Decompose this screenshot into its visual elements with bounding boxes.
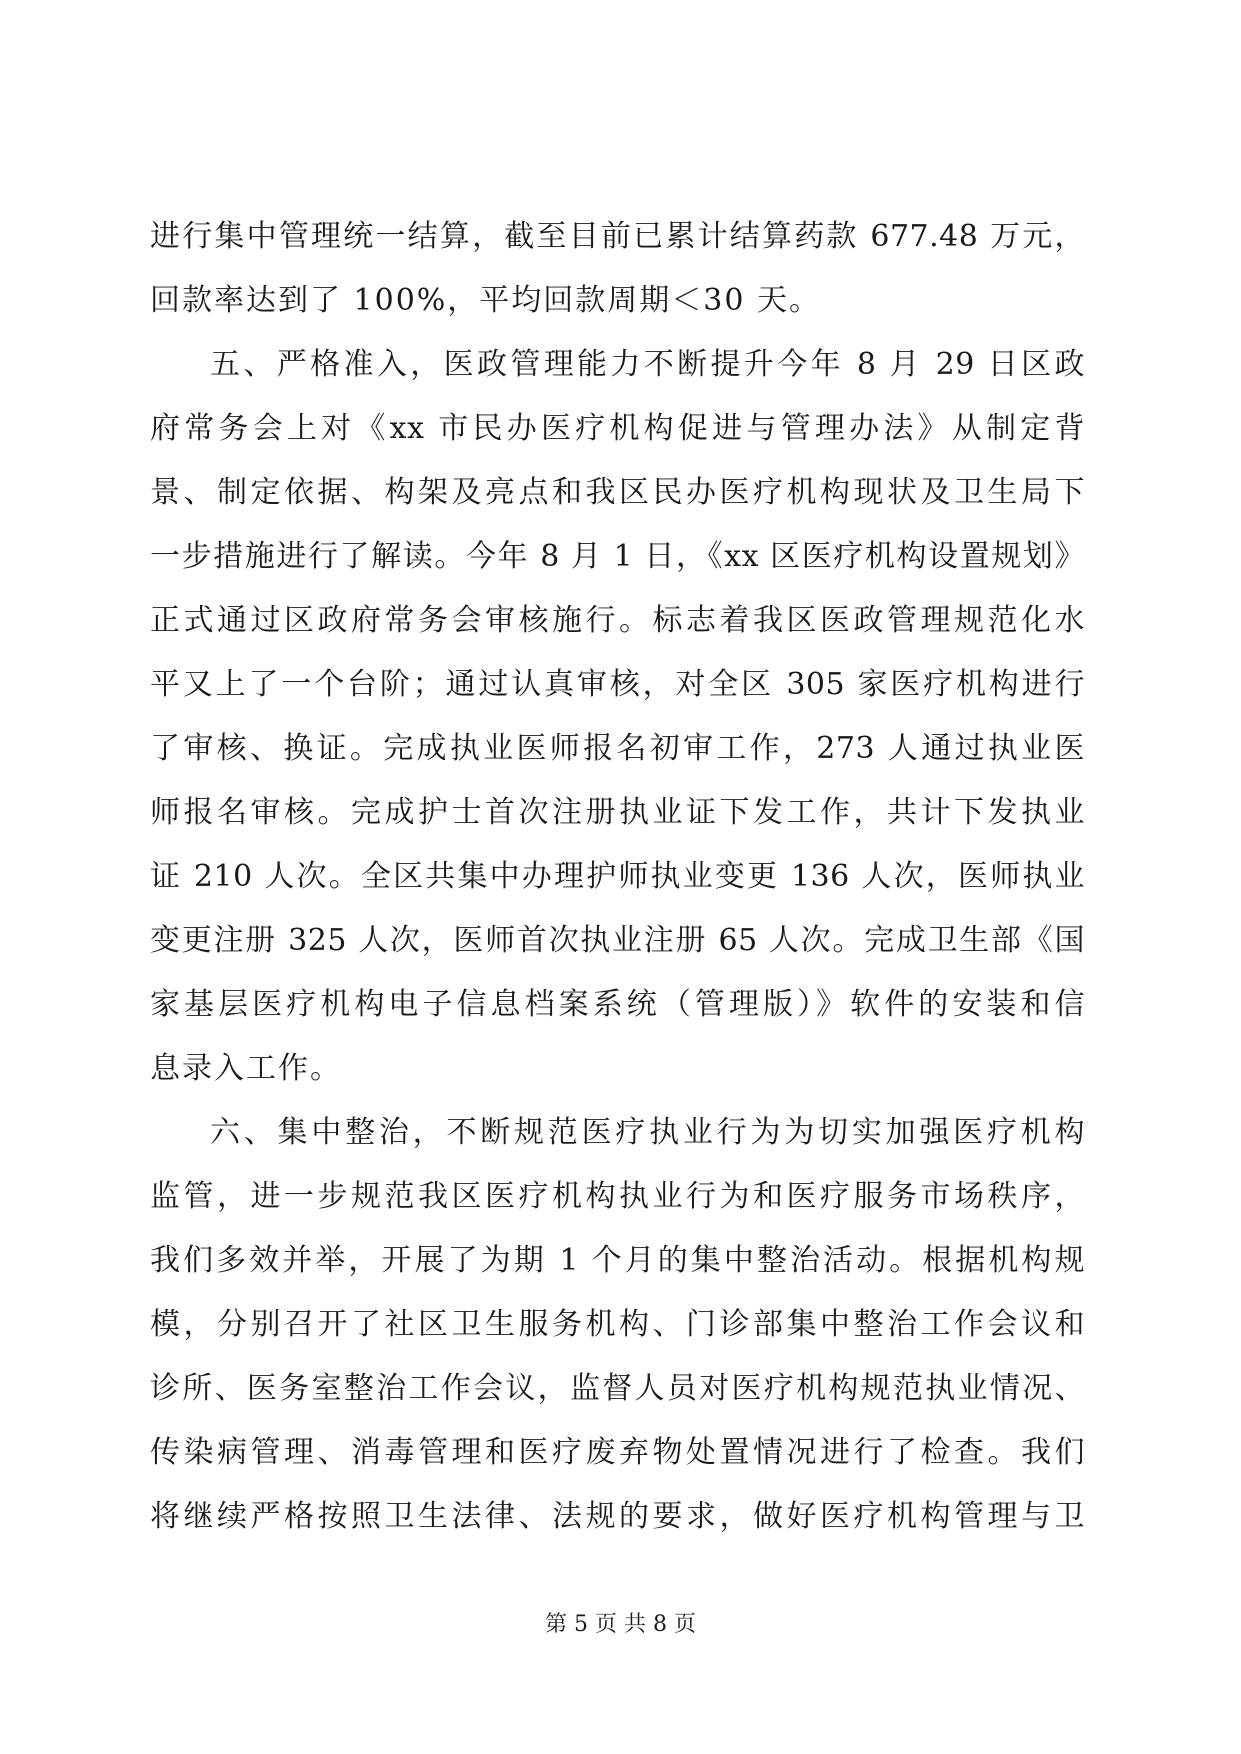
text-line: 平又上了一个台阶；通过认真审核，对全区 305 家医疗机构进行 [150, 667, 1085, 702]
section-heading-line: 五、严格准入，医政管理能力不断提升今年 8 月 29 日区政 [210, 347, 1085, 382]
text-line: 传染病管理、消毒管理和医疗废弃物处置情况进行了检查。我们 [150, 1435, 1085, 1470]
text-line: 府常务会上对《xx 市民办医疗机构促进与管理办法》从制定背 [150, 411, 1085, 446]
text-line: 师报名审核。完成护士首次注册执业证下发工作，共计下发执业 [150, 795, 1085, 830]
text-line: 将继续严格按照卫生法律、法规的要求，做好医疗机构管理与卫 [150, 1499, 1085, 1534]
text-line: 回款率达到了 100%，平均回款周期＜30 天。 [150, 283, 822, 318]
text-line: 变更注册 325 人次，医师首次执业注册 65 人次。完成卫生部《国 [150, 923, 1085, 958]
text-line: 一步措施进行了解读。今年 8 月 1 日，《xx 区医疗机构设置规划》 [150, 539, 1085, 574]
text-line: 进行集中管理统一结算，截至目前已累计结算药款 677.48 万元， [150, 219, 1085, 254]
text-line: 监管，进一步规范我区医疗机构执业行为和医疗服务市场秩序， [150, 1179, 1085, 1214]
text-line: 诊所、医务室整治工作会议，监督人员对医疗机构规范执业情况、 [150, 1371, 1085, 1406]
text-line: 家基层医疗机构电子信息档案系统（管理版）》软件的安装和信 [150, 987, 1085, 1022]
text-line: 正式通过区政府常务会审核施行。标志着我区医政管理规范化水 [150, 603, 1085, 638]
document-body [150, 205, 1085, 1549]
text-line: 我们多效并举，开展了为期 1 个月的集中整治活动。根据机构规 [150, 1243, 1085, 1278]
section-heading-line: 六、集中整治，不断规范医疗执业行为为切实加强医疗机构 [210, 1115, 1085, 1150]
text-line: 证 210 人次。全区共集中办理护师执业变更 136 人次，医师执业 [150, 859, 1085, 894]
text-line: 景、制定依据、构架及亮点和我区民办医疗机构现状及卫生局下 [150, 475, 1085, 510]
text-line: 模，分别召开了社区卫生服务机构、门诊部集中整治工作会议和 [150, 1307, 1085, 1342]
text-line: 了审核、换证。完成执业医师报名初审工作，273 人通过执业医 [150, 731, 1085, 766]
text-line: 息录入工作。 [150, 1051, 342, 1086]
page-number-footer: 第 5 页 共 8 页 [545, 1612, 696, 1637]
